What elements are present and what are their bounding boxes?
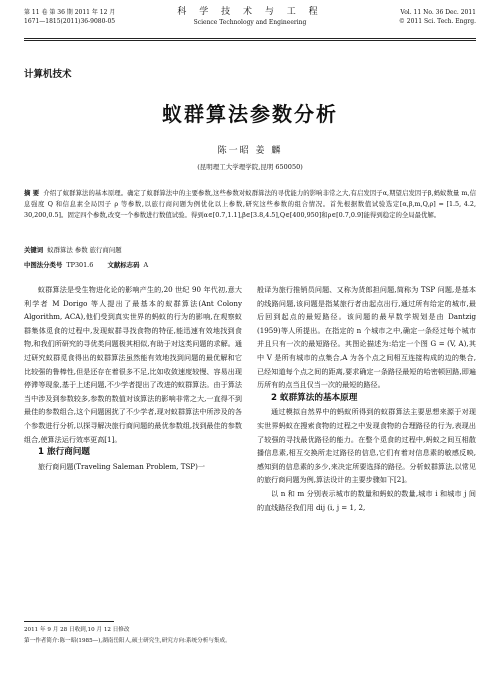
footnote: [24, 625, 246, 646]
abstract-label: 摘 要: [24, 189, 40, 197]
journal-name-en: Science Technology and Engineering: [193, 19, 307, 26]
header-right: [399, 8, 476, 26]
doc-code-value: A: [143, 261, 149, 269]
abstract-text: 介绍了蚁群算法的基本原理。确定了蚁群算法中的主要参数,这些参数对蚁群算法的寻优能力的影响非常之大,有启发因子α,期望启发因子β,蚂蚁数量 m,信息强度 Q 和信息素全局因子 ρ 等参数,以旅行商问题为例优化以上参数,研究这些参数的组合情况。首先根据数值试验选定[α,β,m,Q,ρ] = [1.5, 4.2, 30,200,0.5]。固定四个参数,改变一个参数进行数值试验。得到α∈[0.7,1.1],β∈[3.8,4.5],Q∈[400,950]和ρ∈[0.7,0.9]能得到稳定的全局最优解。: [24, 189, 476, 219]
running-header: [24, 6, 476, 42]
copyright: © 2011 Sci. Tech. Engrg.: [398, 18, 476, 25]
aco-principle-paragraph: 通过模拟自然界中的蚂蚁所得到的蚁群算法主要思想来源于对现实世界蚂蚁在搜索食物的过程之中发现食物的合理路径的行为,表现出了较强的寻找最优路径的能力。在整个觅食的过程中,蚂蚁之间互相散播信息素,相互交换所走过路径的信息,它们有着对信息素的敏感反映,感知到的信息素的多少,来决定所要选择的路径。分析蚁群算法,以常见的旅行商问题为例,算法设计的主要步骤如下[2]。: [257, 407, 476, 485]
article-id: 1671—1815(2011)36-9080-05: [24, 18, 116, 25]
header-rule-thin: [24, 40, 476, 41]
volume-info: Vol. 11 No. 36 Dec. 2011: [400, 9, 476, 16]
clc-value: TP301.6: [66, 261, 94, 269]
doc-code-label: 文献标志码: [107, 261, 140, 269]
paper-title: 蚁群算法参数分析: [162, 102, 338, 126]
classification: [24, 260, 476, 269]
keywords-list: 蚁群算法 参数 旅行商问题: [47, 246, 122, 254]
tsp-paragraph-start: 旅行商问题(Traveling Saleman Problem, TSP)一: [38, 461, 205, 471]
footnote-rule: [24, 621, 114, 622]
clc-label: 中图法分类号: [24, 261, 63, 269]
section-label: 计算机技术: [24, 69, 72, 80]
keywords: [24, 245, 476, 254]
keywords-label: 关键词: [24, 246, 44, 254]
body-column-right: [257, 283, 476, 514]
journal-name-cn: 科 学 技 术 与 工 程: [177, 7, 323, 17]
section-heading-2: 2 蚁群算法的基本原理: [271, 392, 358, 403]
affiliation: (昆明理工大学理学院,昆明 650050): [197, 163, 303, 171]
issue-info: 第 11 卷 第 36 期 2011 年 12 月: [24, 9, 116, 16]
section-heading-1: 1 旅行商问题: [38, 447, 90, 458]
intro-paragraph: 蚁群算法是受生物进化论的影响产生的,20 世纪 90 年代初,意大利学者 M Dorigo 等人提出了最基本的蚁群算法(Ant Colony Algorithm, ACA),他们受到真实世界的蚂蚁的行为的影响,在观察蚁群集体觅食的过程中,发现蚁群寻找食物的特征,能迅速有效地找到食物,和我们所研究的寻优类问题极其相似,有助于对这类问题的求解。通过研究蚁群觅食得出的蚁群算法虽然能有效地找到问题的最优解和它比较强的鲁棒性,但是还存在着很多不足,比如收敛速度较慢、容易出现停滞等现象,基于上述问题,不少学者提出了改进的蚁群算法。由于算法当中涉及到参数较多,参数的数值对该算法的影响非常之大,一直得不到最佳的参数组合,这个问题困扰了不少学者,现对蚁群算法中所涉及的各个参数进行分析,以探寻解决旅行商问题的最优参数组,找到最佳的参数组合,使算法运行效率更高[1]。: [24, 285, 242, 444]
tsp-paragraph-cont: 般译为旅行推销员问题、又称为货郎担问题,简称为 TSP 问题,是基本的线路问题,该问题是指某旅行者由起点出行,通过所有给定的城市,最后回到起点的最短路径。该问题的最早数学规划是由 Dantzig (1959)等人所提出。在指定的 n 个城市之中,确定一条经过每个城市并且只有一次的最短路径。其图论描述为:给定一个图 G = (V, A),其中 V 是所有城市的点集合,A 为各个点之间相互连接构成的边的集合,已经知道每个点之间的距离,要求确定一条路径最短的哈密顿回路,即遍历所有的点当且仅当一次的最短的路径。: [257, 285, 476, 390]
abstract: [24, 188, 476, 221]
header-rule-thick: [24, 38, 476, 39]
received-date: 2011 年 9 月 28 日收到,10 月 12 日修改: [24, 627, 130, 633]
author-bio: 第一作者简介:陈一昭(1985—),湖南岳阳人,硕士研究生,研究方向:系统分析与集成。: [24, 637, 231, 644]
aco-notation-paragraph: 以 n 和 m 分别表示城市的数量和蚂蚁的数量,城市 i 和城市 j 间的直线路径我们用 dij (i, j = 1, 2,: [257, 488, 476, 512]
body-column-left: [24, 283, 242, 473]
authors: 陈一昭 姜 麟: [217, 146, 283, 156]
